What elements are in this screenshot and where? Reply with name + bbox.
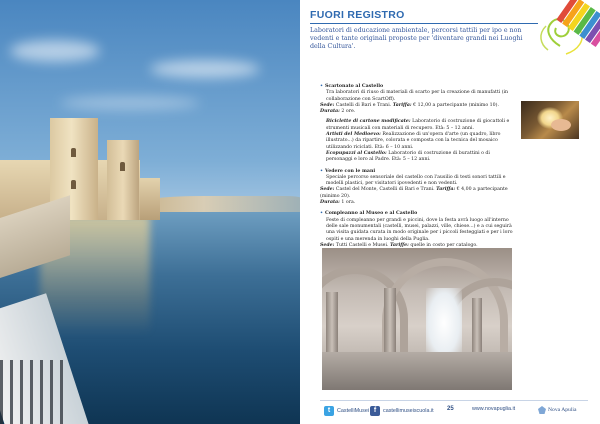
list-item bbox=[320, 211, 516, 249]
item-title: Compleanno al Museo e al Castello bbox=[325, 211, 418, 217]
item-details: Sede: Castel del Monte, Castelli di Bari e Trani. Tariffa: € 4,00 a partecipante (minimo 20). Durata: 1 ora. bbox=[320, 187, 508, 206]
brand-name: Nova Apulia bbox=[548, 407, 577, 413]
item-details: Sede: Castelli di Bari e Trani. Tariffa: € 12,00 a partecipante (minimo 10). Durata: 2 ore. bbox=[320, 102, 499, 115]
item-title: Scartonato al Castello bbox=[325, 84, 384, 89]
sub-activity: Ecopupazzi al Castello: Laboratorio di costruzione di burattini o di personaggi e loro al Padre. Età: 5 – 12 anni. bbox=[326, 150, 490, 163]
footer-rule bbox=[320, 400, 588, 401]
castle-hall-photo bbox=[322, 248, 512, 390]
item-description: Speciale percorso sensoriale del castello con l'ausilio di testi sonori tattili e modelli plastici, per visitatori ipovedenti e non vedenti. bbox=[326, 174, 506, 187]
railing bbox=[0, 360, 70, 424]
facebook-link[interactable] bbox=[370, 406, 434, 416]
bullet-icon: • bbox=[320, 168, 323, 174]
twitter-icon: t bbox=[324, 406, 334, 416]
sub-activity: Biciclette di cartone modificate: Laboratorio di costruzione di giocattoli e strumenti musicali con materiali di recupero. Età: 5 – 12 anni. bbox=[326, 119, 510, 131]
website-url: www.novapuglia.it bbox=[472, 406, 516, 412]
item-title: Vedere con le mani bbox=[325, 168, 376, 174]
twitter-link[interactable] bbox=[324, 406, 369, 416]
bullet-icon: • bbox=[320, 84, 323, 89]
craft-activity-photo bbox=[521, 101, 579, 139]
list-item bbox=[320, 169, 516, 207]
castle-side-tower bbox=[107, 140, 139, 220]
twitter-handle: CastelliMusei bbox=[337, 408, 370, 414]
colored-pencils-illustration bbox=[530, 0, 600, 60]
right-page bbox=[300, 0, 600, 424]
title-rule bbox=[310, 23, 538, 24]
list-item bbox=[320, 84, 516, 164]
brand-logo bbox=[538, 406, 576, 414]
section-title: FUORI REGISTRO bbox=[310, 9, 405, 21]
facebook-icon: f bbox=[370, 406, 380, 416]
section-intro: Laboratori di educazione ambientale, percorsi tattili per ipo e non vedenti e tante originali proposte per 'diventare grandi nei Luoghi della Cultura'. bbox=[310, 27, 523, 50]
item-description: Feste di compleanno per grandi e piccini, dove la festa avrà luogo all'interno delle sale monumentali (castelli, musei, palazzi, ville, chiese...) e a cui seguirà una visita guidata curata in modo originale per i piccoli festeggiati e per i loro ospiti e una merenda in luoghi della Puglia. bbox=[326, 217, 513, 242]
page-footer bbox=[300, 398, 600, 424]
brand-emblem-icon bbox=[538, 406, 546, 414]
activities-list bbox=[320, 84, 516, 254]
website-link[interactable] bbox=[472, 406, 515, 412]
distant-coast bbox=[140, 196, 300, 212]
item-details: Sede: Tutti Castelli e Musei. Tariffe: quelle in costo per catalogo. bbox=[320, 242, 478, 248]
page-number: 25 bbox=[447, 406, 454, 412]
bullet-icon: • bbox=[320, 211, 323, 217]
section-header bbox=[310, 8, 540, 51]
sub-activity: Artisti del Medioevo: Realizzazione di un'opera d'arte (un quadro, libro illustrato...) da ripartire, colorata e composta con la tecnica del mosaico utilizzando riciclati. Età: 6 – 10 anni. bbox=[326, 132, 501, 150]
item-description: Tra laboratori di riuso di materiali di scarto per la creazione di manufatti (in collaborazione con ScartOff). bbox=[326, 90, 509, 102]
facebook-handle: castellimuseiscuola.it bbox=[383, 408, 434, 414]
